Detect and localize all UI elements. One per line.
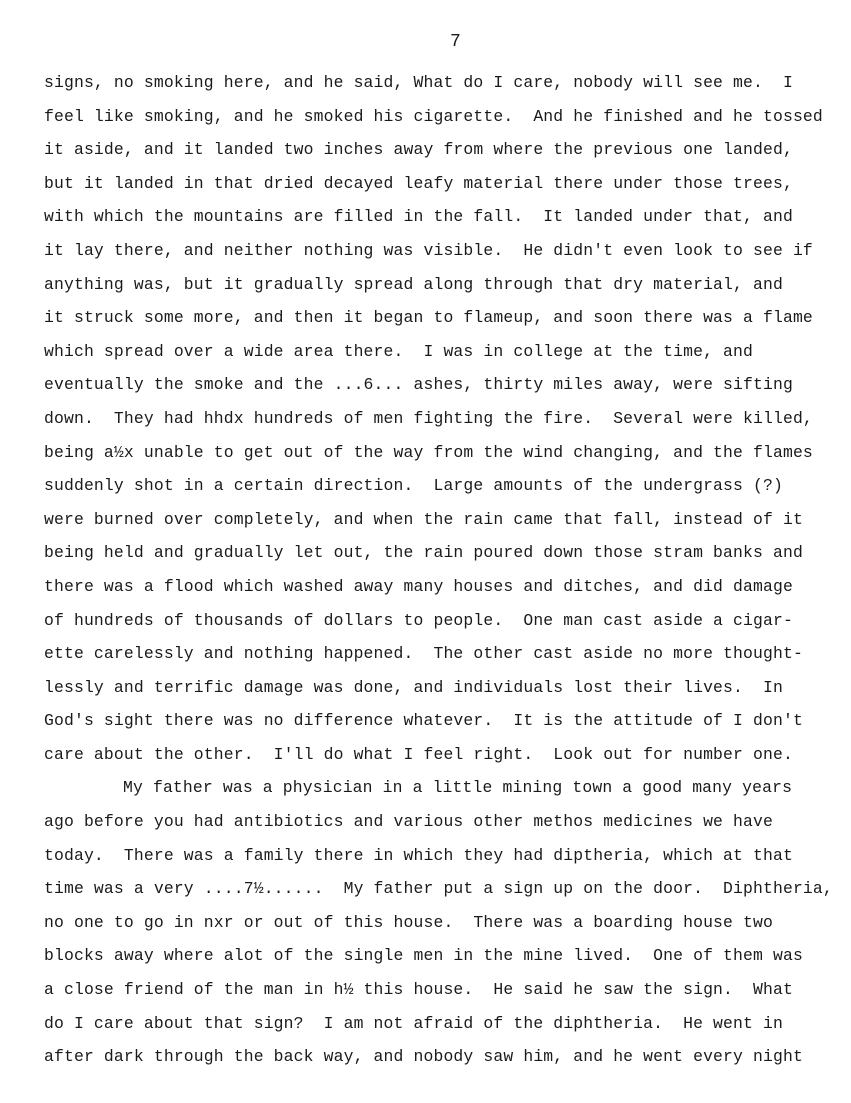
text-line: signs, no smoking here, and he said, What do I care, nobody will see me. I bbox=[44, 73, 793, 92]
text-line: God's sight there was no difference whatever. It is the attitude of I don't bbox=[44, 711, 803, 731]
text-line: no one to go in nxr or out of this house. There was a boarding house two bbox=[44, 912, 773, 932]
text-line: with which the mountains are filled in the fall. It landed under that, and bbox=[44, 207, 793, 227]
text-line: time was a very ....7½...... My father put a sign up on the door. Diphtheria, bbox=[44, 879, 833, 899]
text-line: after dark through the back way, and nobody saw him, and he went every night bbox=[44, 1047, 803, 1067]
text-line: it lay there, and neither nothing was visible. He didn't even look to see if bbox=[44, 240, 813, 260]
text-line: being held and gradually let out, the rain poured down those stram banks and bbox=[44, 543, 803, 563]
text-line: lessly and terrific damage was done, and individuals lost their lives. In bbox=[44, 677, 783, 697]
text-line: it aside, and it landed two inches away from where the previous one landed, bbox=[44, 140, 793, 160]
text-line: but it landed in that dried decayed leafy material there under those trees, bbox=[44, 173, 793, 193]
text-line: there was a flood which washed away many houses and ditches, and did damage bbox=[44, 576, 793, 596]
text-line: ette carelessly and nothing happened. The other cast aside no more thought- bbox=[44, 644, 803, 664]
text-line: today. There was a family there in which they had diptheria, which at that bbox=[44, 845, 793, 865]
text-line: which spread over a wide area there. I was in college at the time, and bbox=[44, 341, 754, 361]
paragraph-start-line: My father was a physician in a little mining town a good many years bbox=[123, 778, 793, 798]
text-line: anything was, but it gradually spread along through that dry material, and bbox=[44, 274, 783, 294]
text-line: suddenly shot in a certain direction. Large amounts of the undergrass (?) bbox=[44, 476, 783, 496]
body-text bbox=[44, 66, 844, 1074]
text-line: feel like smoking, and he smoked his cigarette. And he finished and he tossed bbox=[44, 106, 823, 126]
text-line: do I care about that sign? I am not afraid of the diphtheria. He went in bbox=[44, 1013, 783, 1033]
text-line: eventually the smoke and the ...6... ashes, thirty miles away, were sifting bbox=[44, 375, 793, 395]
text-line: of hundreds of thousands of dollars to people. One man cast aside a cigar- bbox=[44, 610, 793, 630]
text-line: blocks away where alot of the single men in the mine lived. One of them was bbox=[44, 946, 803, 966]
text-line: care about the other. I'll do what I feel right. Look out for number one. bbox=[44, 744, 793, 764]
text-line: down. They had hhdx hundreds of men fighting the fire. Several were killed, bbox=[44, 408, 813, 428]
text-line: were burned over completely, and when the rain came that fall, instead of it bbox=[44, 509, 803, 529]
page-number: 7 bbox=[450, 32, 462, 52]
text-line: a close friend of the man in h½ this house. He said he saw the sign. What bbox=[44, 980, 793, 1000]
text-line: ago before you had antibiotics and various other methos medicines we have bbox=[44, 812, 773, 832]
text-line: it struck some more, and then it began to flameup, and soon there was a flame bbox=[44, 308, 813, 328]
text-line: being a½x unable to get out of the way from the wind changing, and the flames bbox=[44, 442, 813, 462]
